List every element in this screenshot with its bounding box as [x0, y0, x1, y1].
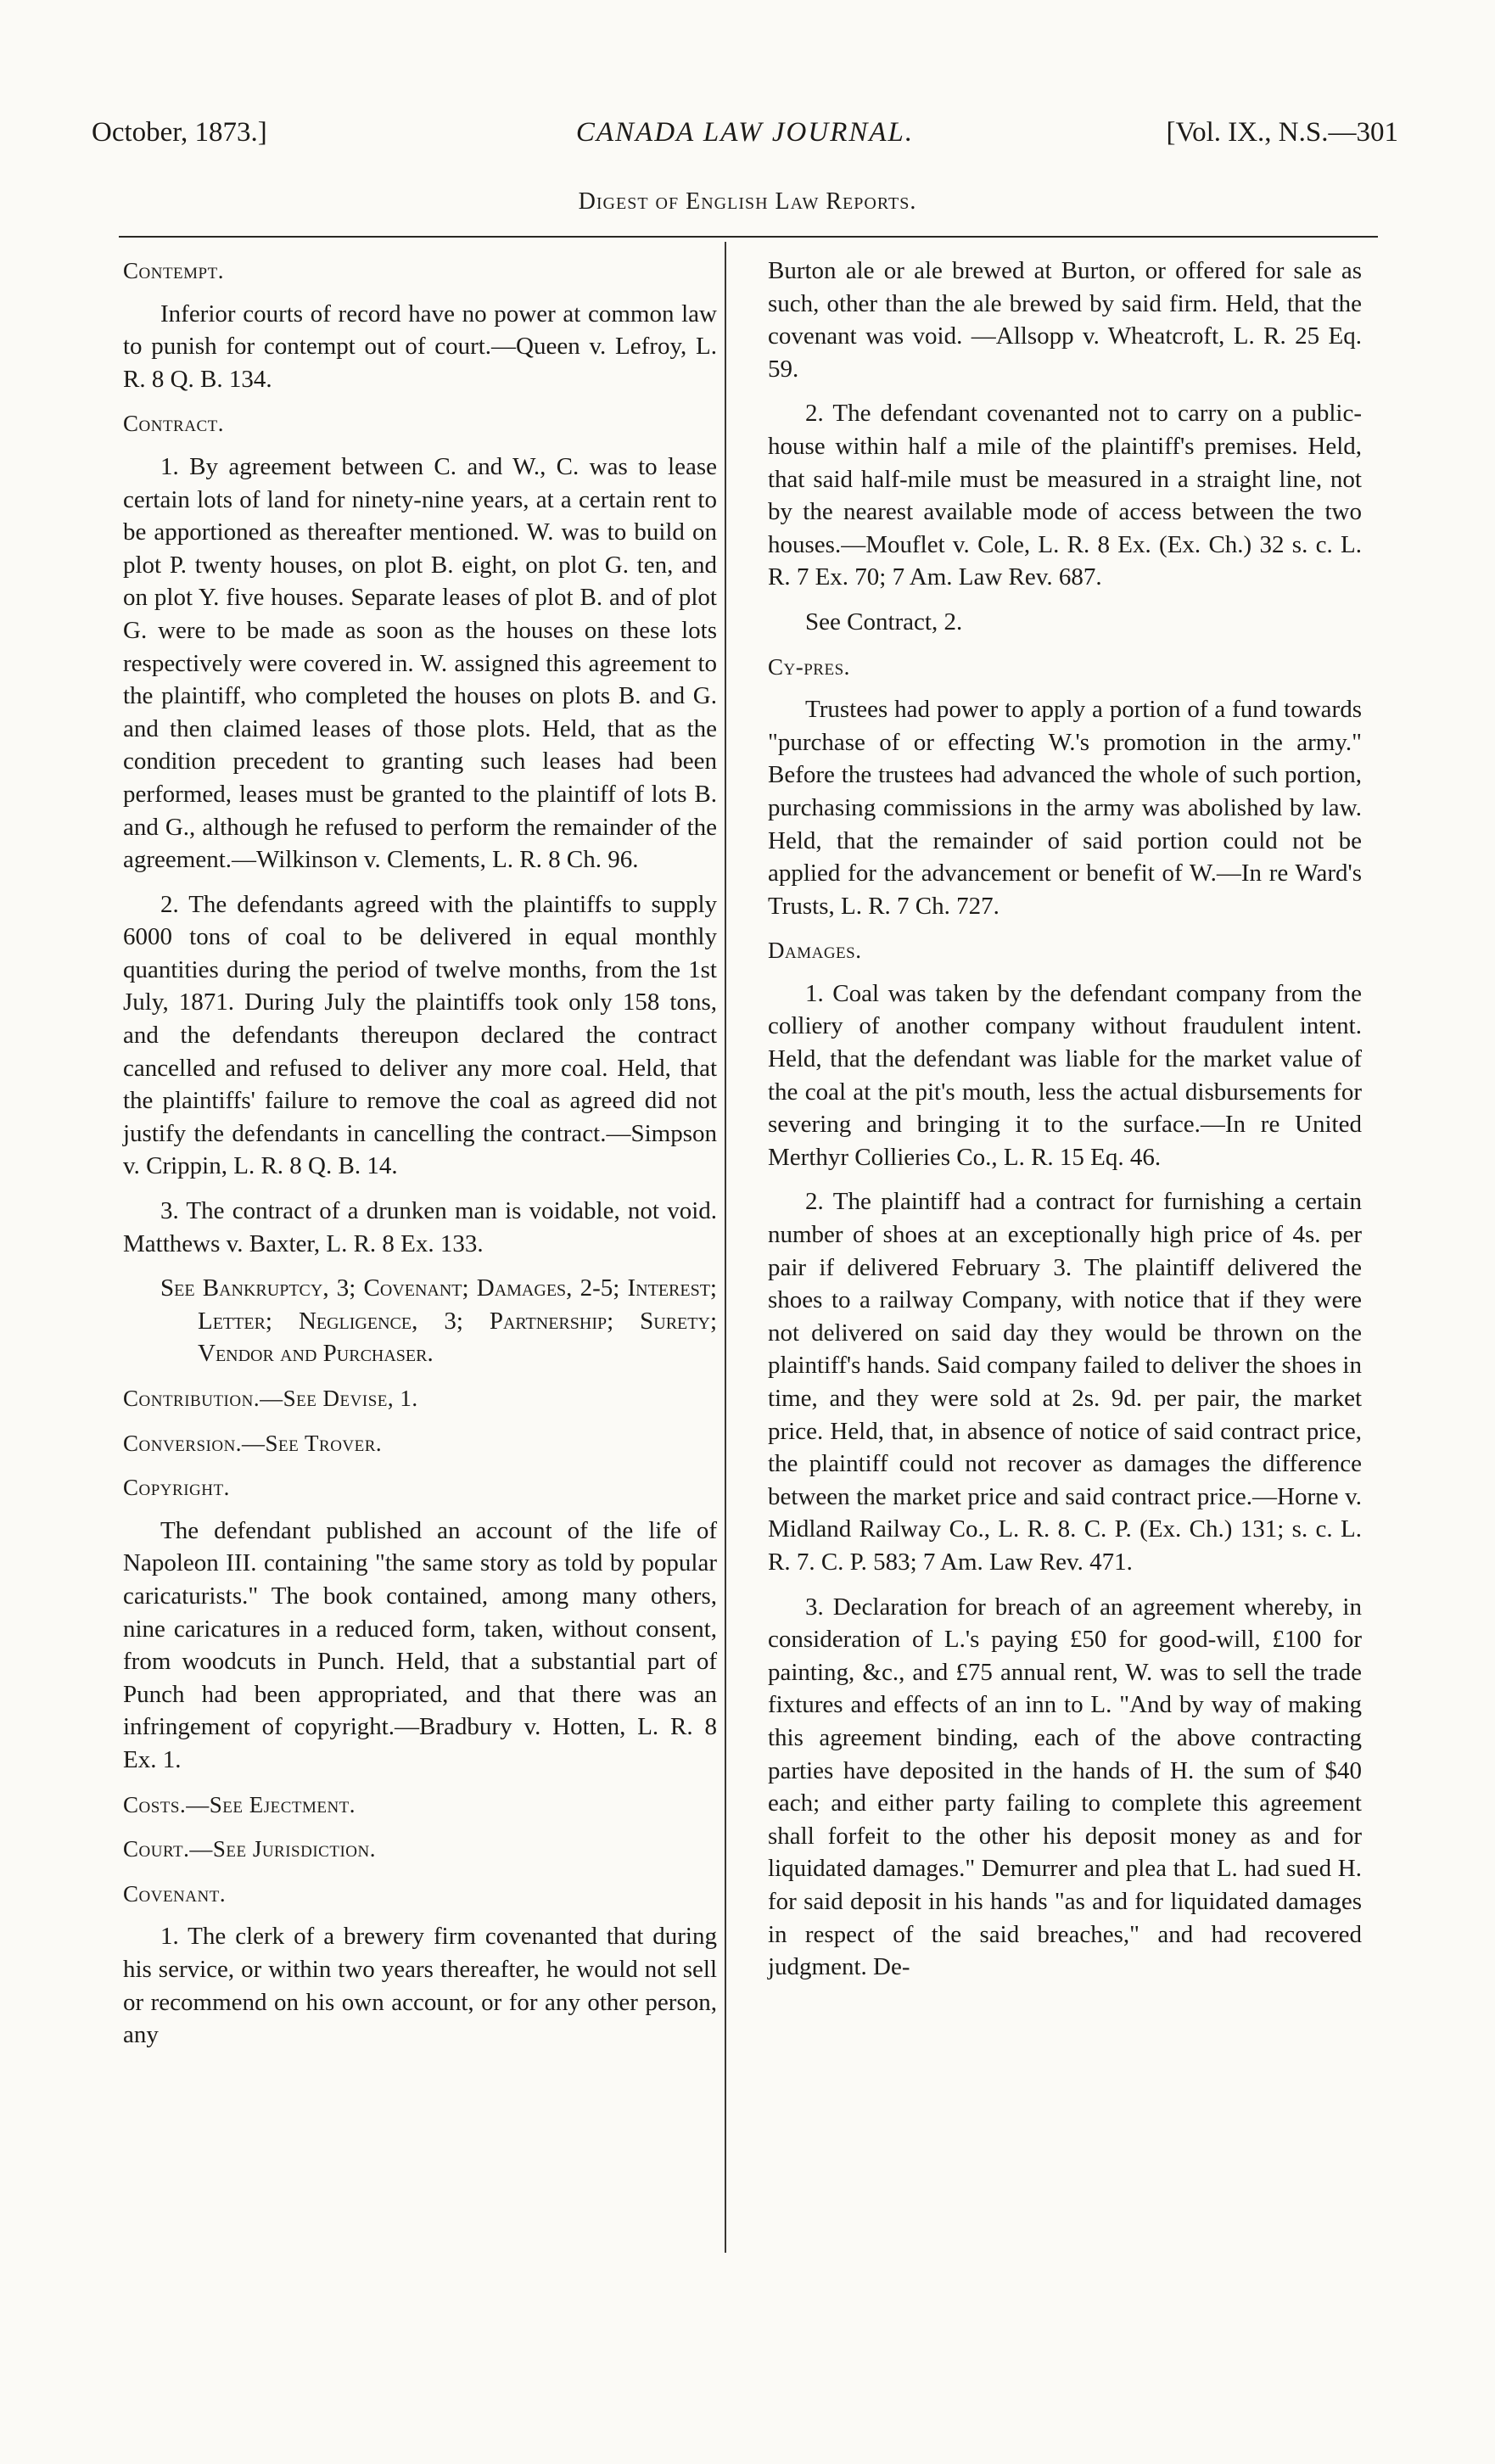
paragraph: 1. The clerk of a brewery firm covenanted that during his service, or within two years thereafter, he would not sell or recommend on his own account, or for any other person, any	[123, 1923, 717, 2049]
paragraph: Trustees had power to apply a portion of a fund towards "purchase of or effecting W.'s promotion in the army." Before the trustees had advanced the whole of such portion, purchasing commissions in the army was abolished by law. Held, that the remainder of said portion could not be applied for the advancement or benefit of W.—In re Ward's Trusts, L. R. 7 Ch. 727.	[768, 696, 1362, 920]
column-divider	[725, 242, 726, 2253]
paragraph: Inferior courts of record have no power at common law to punish for contempt out of court.—Queen v. Lefroy, L. R. 8 Q. B. 134.	[123, 300, 717, 393]
see-also-list: See Bankruptcy, 3; Covenant; Damages, 2-5; Interest; Letter; Negligence, 3; Partnership; Surety; Vendor and Purchaser.	[160, 1274, 717, 1368]
section-heading: Covenant.	[123, 1880, 227, 1907]
paragraph: 2. The plaintiff had a contract for furnishing a certain number of shoes at an exceptionally high price of 4s. per pair if delivered February 3. The plaintiff delivered the shoes to a railway Company, with notice that if they were not delivered on said day they would be thrown on the plaintiff's hands. Said company failed to deliver the shoes in time, and they were sold at 2s. 9d. per pair, the market price. Held, that, in absence of notice of said contract price, the plaintiff could not recover as damages the difference between the market price and said contract price.—Horne v. Midland Railway Co., L. R. 8. C. P. (Ex. Ch.) 131; s. c. L. R. 7. C. P. 583; 7 Am. Law Rev. 471.	[768, 1188, 1362, 1576]
section-heading: Copyright.	[123, 1475, 230, 1501]
section-heading: Costs.—See Ejectment.	[123, 1791, 356, 1817]
header-rule	[119, 236, 1378, 238]
left-column	[123, 255, 717, 2064]
section-heading: Court.—See Jurisdiction.	[123, 1836, 376, 1862]
header-volume: [Vol. IX., N.S.—301	[1166, 117, 1398, 148]
paragraph: 2. The defendant covenanted not to carry on a public-house within half a mile of the plaintiff's premises. Held, that said half-mile must be measured in a straight line, not by the nearest available mode of access between the two houses.—Mouflet v. Cole, L. R. 8 Ex. (Ex. Ch.) 32 s. c. L. R. 7 Ex. 70; 7 Am. Law Rev. 687.	[768, 400, 1362, 591]
section-heading: Conversion.—See Trover.	[123, 1430, 383, 1456]
section-heading: Damages.	[768, 938, 862, 964]
paragraph: 3. Declaration for breach of an agreement whereby, in consideration of L.'s paying £50 for good-will, £100 for painting, &c., and £75 annual rent, W. was to sell the trade fixtures and effects of an inn to L. "And by way of making this agreement binding, each of the above contracting parties have deposited in the hands of H. the sum of $40 each; and either party failing to complete this agreement shall forfeit to the other his deposit money as and for liquidated damages." Demurrer and plea that L. had sued H. for said deposit in his hands "as and for liquidated damages in respect of the said breaches," and had recovered judgment. De-	[768, 1593, 1362, 1981]
running-header	[92, 117, 1398, 160]
paragraph: The defendant published an account of the life of Napoleon III. containing "the same story as told by popular caricaturists." The book contained, among many others, nine caricatures in a reduced form, taken, without consent, from woodcuts in Punch. Held, that a substantial part of Punch had been appropriated, and that there was an infringement of copyright.—Bradbury v. Hotten, L. R. 8 Ex. 1.	[123, 1516, 717, 1773]
paragraph: 1. Coal was taken by the defendant company from the colliery of another company without fraudulent intent. Held, that the defendant was liable for the market value of the coal at the pit's mouth, less the actual disbursements for severing and bringing it to the surface.—In re United Merthyr Collieries Co., L. R. 15 Eq. 46.	[768, 979, 1362, 1171]
section-title: Digest of English Law Reports.	[578, 188, 917, 215]
see-also: See Contract, 2.	[805, 608, 963, 636]
section-heading: Cy-pres.	[768, 653, 850, 680]
header-date: October, 1873.]	[92, 117, 267, 148]
paragraph: 3. The contract of a drunken man is voidable, not void. Matthews v. Baxter, L. R. 8 Ex. 133.	[123, 1197, 717, 1257]
right-column	[768, 255, 1362, 1996]
section-heading: Contribution.—See Devise, 1.	[123, 1386, 418, 1411]
continued-paragraph: Burton ale or ale brewed at Burton, or offered for sale as such, other than the ale brewed by said firm. Held, that the covenant was void. —Allsopp v. Wheatcroft, L. R. 25 Eq. 59.	[768, 257, 1362, 383]
paragraph: 2. The defendants agreed with the plaintiffs to supply 6000 tons of coal to be delivered in equal monthly quantities during the period of twelve months, from the 1st July, 1871. During July the plaintiffs took only 158 tons, and the defendants thereupon declared the contract cancelled and refused to deliver any more coal. Held, that the plaintiffs' failure to remove the coal as agreed did not justify the defendants in cancelling the contract.—Simpson v. Crippin, L. R. 8 Q. B. 14.	[123, 890, 717, 1180]
header-journal-title: CANADA LAW JOURNAL.	[575, 117, 915, 148]
section-heading: Contract.	[123, 411, 224, 437]
paragraph: 1. By agreement between C. and W., C. was to lease certain lots of land for ninety-nine years, at a certain rent to be apportioned as thereafter mentioned. W. was to build on plot P. twenty houses, on plot B. eight, on plot G. ten, and on plot Y. five houses. Separate leases of plot B. and of plot G. were to be made as soon as the houses on these lots respectively were covered in. W. assigned this agreement to the plaintiff, who completed the houses on plots B. and G. and then claimed leases of those plots. Held, that as the condition precedent to granting such leases had been performed, leases must be granted to the plaintiff of lots B. and G., although he refused to perform the remainder of the agreement.—Wilkinson v. Clements, L. R. 8 Ch. 96.	[123, 452, 717, 874]
section-heading: Contempt.	[123, 258, 224, 283]
